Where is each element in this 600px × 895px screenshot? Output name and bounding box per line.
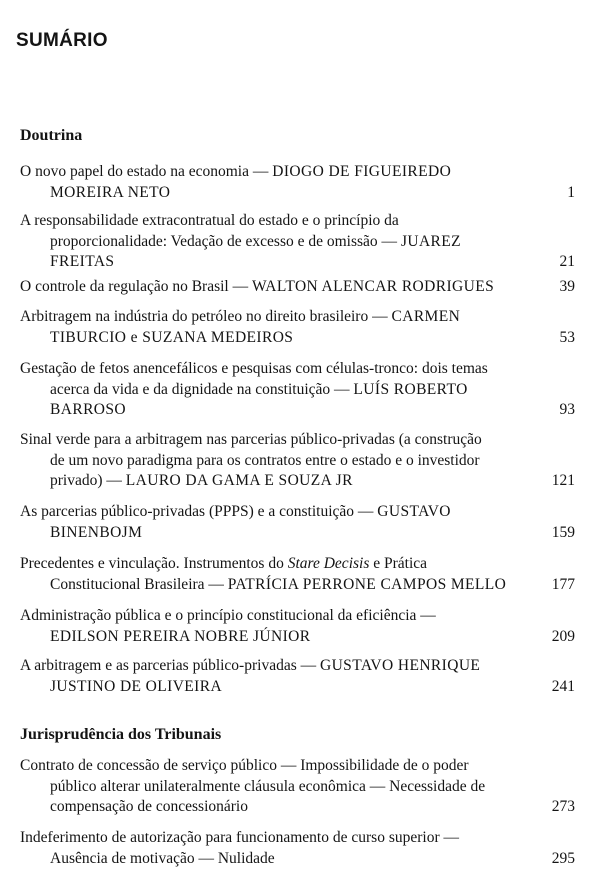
entry-title-line — [20, 677, 575, 698]
entry-author: DIOGO DE FIGUEIREDO — [272, 163, 452, 180]
entry-title-italic: Stare Decisis — [287, 555, 370, 572]
entry-title-line — [20, 777, 575, 798]
toc-entry[interactable] — [20, 162, 575, 203]
page-number: 159 — [551, 523, 575, 541]
entry-title-line — [20, 400, 575, 421]
toc-entry[interactable] — [20, 656, 575, 697]
entry-title-text: A arbitragem e as parcerias público-privadas — — [20, 657, 320, 674]
page-number: 93 — [559, 401, 575, 418]
entry-title-line — [20, 307, 575, 328]
section-heading: Jurisprudência dos Tribunais — [20, 726, 222, 743]
entry-title-line — [20, 359, 575, 380]
entry-title-line — [20, 471, 575, 492]
entry-title-line — [20, 554, 575, 575]
entry-title-text: O controle da regulação no Brasil — — [20, 278, 252, 295]
entry-author: EDILSON PEREIRA NOBRE JÚNIOR — [50, 627, 311, 645]
entry-author: LAURO DA GAMA E SOUZA JR — [125, 472, 353, 489]
entry-title-line — [20, 523, 575, 544]
entry-author: GUSTAVO HENRIQUE — [319, 657, 481, 674]
entry-title-line — [20, 656, 575, 677]
entry-title-line — [20, 430, 575, 451]
entry-title-text: e Prática — [369, 555, 428, 572]
page-number: 273 — [551, 798, 575, 815]
entry-title-line — [20, 277, 575, 298]
toc-entry[interactable] — [20, 828, 575, 869]
entry-title-line — [20, 183, 575, 204]
toc-entry[interactable] — [20, 430, 575, 492]
page-number: 121 — [551, 472, 575, 489]
entry-author: MOREIRA NETO — [50, 183, 171, 201]
entry-title-text: compensação de concessionário — [50, 798, 248, 815]
entry-author: JUSTINO DE OLIVEIRA — [50, 677, 223, 695]
entry-title-line — [20, 252, 575, 273]
entry-title-text: Constitucional Brasileira — — [50, 575, 228, 593]
entry-title-text: Gestação de fetos anencefálicos e pesquisas com células-tronco: dois temas — [20, 360, 488, 377]
entry-author: BINENBOJM — [50, 523, 143, 541]
entry-title-text: As parcerias público-privadas (PPPS) e a constituição — — [20, 503, 378, 520]
page-number: 241 — [551, 677, 575, 695]
entry-title-text: Indeferimento de autorização para funcionamento de curso superior — — [20, 829, 459, 846]
entry-author: TIBURCIO e SUZANA MEDEIROS — [50, 328, 294, 346]
entry-title-text: Precedentes e vinculação. Instrumentos do — [20, 555, 288, 572]
entry-author: BARROSO — [50, 401, 127, 418]
entry-title-text: proporcionalidade: Vedação de excesso e de omissão — — [50, 232, 401, 250]
entry-title-text: Arbitragem na indústria do petróleo no direito brasileiro — — [20, 308, 392, 325]
entry-title-text: Ausência de motivação — Nulidade — [50, 849, 275, 867]
entry-title-line — [20, 627, 575, 648]
entry-author: GUSTAVO — [377, 503, 451, 520]
entry-title-line — [20, 502, 575, 523]
entry-author: JUAREZ — [400, 232, 462, 250]
entry-title-line — [20, 380, 575, 401]
entry-title-line — [20, 451, 575, 472]
page-number: 209 — [551, 627, 575, 645]
page-number: 177 — [551, 575, 575, 593]
entry-title-line — [20, 328, 575, 349]
section-heading: Doutrina — [20, 127, 83, 144]
toc-entry[interactable] — [20, 359, 575, 421]
entry-title-text: acerca da vida e da dignidade na constituição — — [50, 380, 354, 398]
entry-author: WALTON ALENCAR RODRIGUES — [252, 278, 495, 295]
entry-title-text: de um novo paradigma para os contratos entre o estado e o investidor — [50, 451, 480, 469]
entry-title-line — [20, 162, 575, 183]
entry-title-line — [20, 849, 575, 870]
toc-entry[interactable] — [20, 606, 575, 647]
entry-title-line — [20, 606, 575, 627]
entry-title-line — [20, 575, 575, 596]
entry-title-line — [20, 828, 575, 849]
entry-title-text: Sinal verde para a arbitragem nas parcerias público-privadas (a construção — [20, 431, 482, 448]
page-number: 39 — [559, 278, 575, 295]
entry-title-text: A responsabilidade extracontratual do estado e o princípio da — [20, 212, 399, 229]
entry-title-text: Contrato de concessão de serviço público — Impossibilidade de o poder — [20, 757, 469, 774]
entry-title-line — [20, 211, 575, 232]
toc-entry[interactable] — [20, 211, 575, 273]
entry-author: LUÍS ROBERTO — [353, 380, 468, 398]
toc-entry[interactable] — [20, 554, 575, 595]
entry-title-text: público alterar unilateralmente cláusula econômica — Necessidade de — [50, 777, 486, 795]
entry-title-text: Administração pública e o princípio constitucional da eficiência — — [20, 607, 436, 624]
page-number: 295 — [551, 849, 575, 867]
toc-entry[interactable] — [20, 307, 575, 348]
entry-title-line — [20, 232, 575, 253]
entry-title-text: privado) — — [50, 472, 126, 489]
entry-title-text: O novo papel do estado na economia — — [20, 163, 273, 180]
entry-title-line — [20, 756, 575, 777]
page-title: SUMÁRIO — [16, 30, 108, 51]
toc-entry[interactable] — [20, 756, 575, 818]
page-number: 21 — [559, 253, 575, 270]
page-number: 53 — [559, 328, 575, 346]
page-number: 1 — [567, 183, 575, 201]
entry-author: CARMEN — [391, 308, 461, 325]
toc-entry[interactable] — [20, 502, 575, 543]
entry-title-line — [20, 797, 575, 818]
entry-author: FREITAS — [50, 253, 115, 270]
entry-author: PATRÍCIA PERRONE CAMPOS MELLO — [227, 575, 507, 593]
toc-entry[interactable] — [20, 277, 575, 298]
